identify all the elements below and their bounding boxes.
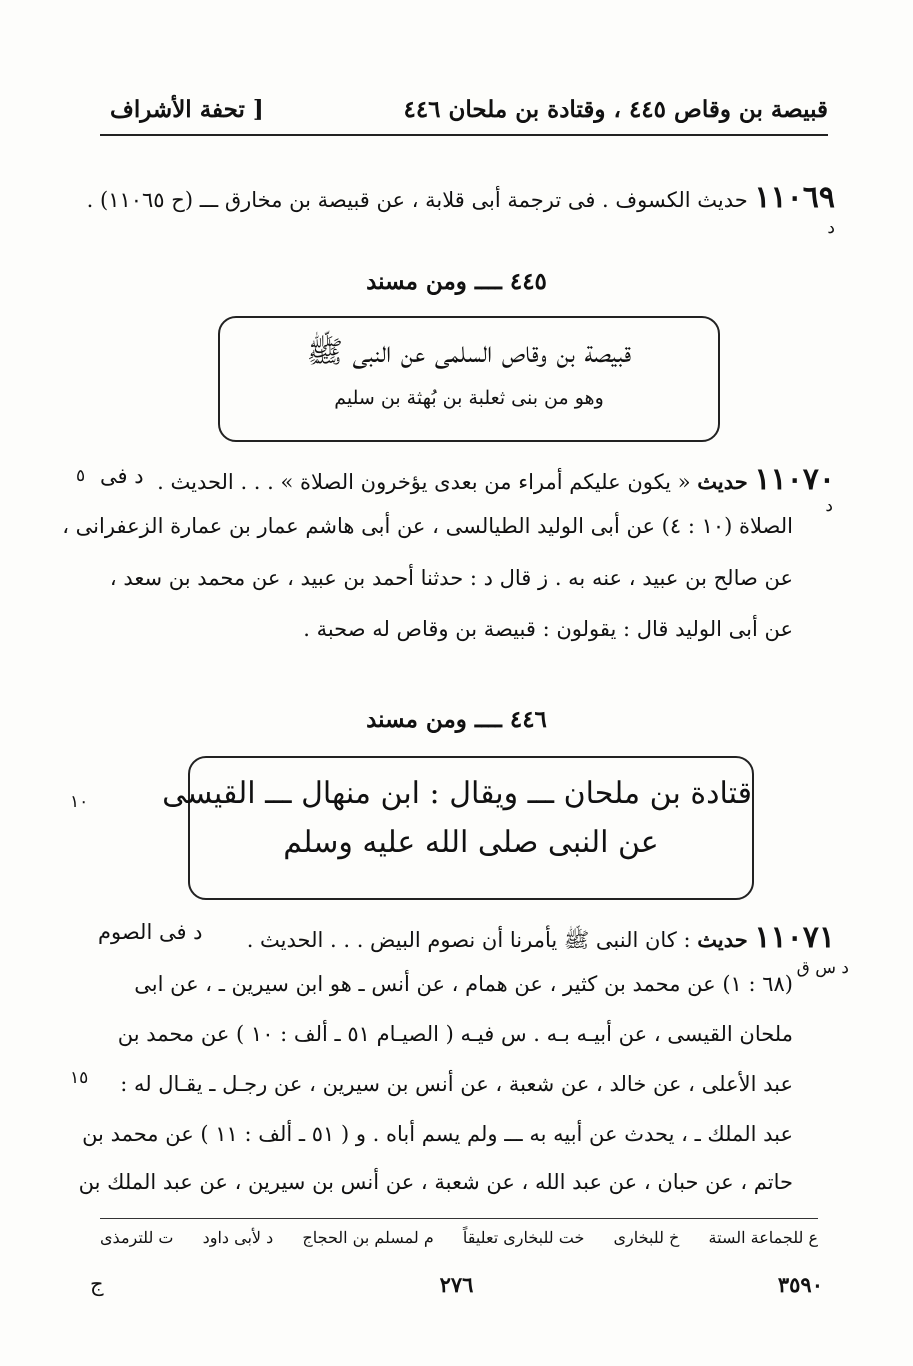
entry-11070-line-2: الصلاة (١٠ : ٤) عن أبى الوليد الطيالسى ، عن أبى هاشم عمار بن عمارة الزعفرانى ،	[62, 514, 793, 538]
entry-11071-line-1	[247, 920, 835, 958]
margin-line-number: ٥	[76, 466, 86, 486]
running-title: قبيصة بن وقاص ٤٤٥ ، وقتادة بن ملحان ٤٤٦	[403, 96, 828, 123]
entry-11071-line-5: عبد الملك ـ ، يحدث عن أبيه به ـــ ولم يسم أباه . و ( ٥١ ـ ألف : ١١ ) عن محمد بن	[82, 1122, 793, 1146]
entry-number: ١١٠٦٩	[754, 180, 835, 215]
section-heading-446: ٤٤٦ ــــ ومن مسند	[366, 706, 547, 733]
header-rule	[100, 134, 828, 136]
section-heading-445: ٤٤٥ ــــ ومن مسند	[366, 268, 547, 295]
entry-text: حديث الكسوف . فى ترجمة أبى قلابة ، عن قبيصة بن مخارق ـــ (ح ١١٠٦٥) .	[86, 188, 748, 212]
book-title: [ تحفة الأشراف	[110, 96, 264, 123]
siglum-note: د فى	[100, 464, 144, 488]
page-number: ٢٧٦	[439, 1272, 474, 1297]
footnote-rule	[100, 1218, 818, 1219]
narrator-name: قتادة بن ملحان ـــ ويقال : ابن منهال ـــ القيسى	[162, 776, 752, 811]
volume-mark: ج	[90, 1272, 104, 1296]
signature-number: ٣٥٩٠	[777, 1272, 823, 1297]
entry-number: ١١٠٧٠	[754, 462, 835, 497]
abbreviation-item: ت للترمذى	[100, 1228, 174, 1247]
hadith-keyword: حديث	[697, 927, 748, 952]
entry-11071-line-3: ملحان القيسى ، عن أبيـه بـه . س فيـه ( الصيـام ٥١ ـ ألف : ١٠ ) عن محمد بن	[117, 1022, 793, 1046]
entry-11071-line-4: عبد الأعلى ، عن خالد ، عن شعبة ، عن أنس بن سيرين ، عن رجـل ـ يقـال له :	[120, 1072, 793, 1096]
abbreviation-key	[100, 1228, 818, 1247]
margin-siglum: د س ق	[796, 958, 849, 978]
margin-line-number: ١٠	[70, 792, 89, 812]
page-header	[100, 96, 828, 132]
entry-text: « يكون عليكم أمراء من بعدى يؤخرون الصلاة » . . . الحديث .	[157, 470, 691, 494]
abbreviation-item: خت للبخارى تعليقاً	[462, 1228, 585, 1247]
narrator-lineage: وهو من بنى ثعلبة بن بُهثة بن سليم	[334, 387, 604, 409]
hadith-keyword: حديث	[697, 469, 748, 494]
siglum-note: د فى الصوم	[98, 920, 203, 944]
margin-line-number: ١٥	[70, 1068, 89, 1088]
margin-siglum: د	[825, 496, 833, 516]
narrator-frame-446	[162, 756, 754, 900]
abbreviation-item: ع للجماعة الستة	[708, 1228, 818, 1247]
narrator-frame-445	[218, 316, 720, 442]
entry-11070-line-4: عن أبى الوليد قال : يقولون : قبيصة بن وقاص له صحبة .	[303, 617, 793, 641]
abbreviation-item: خ للبخارى	[613, 1228, 680, 1247]
entry-text: : كان النبى ﷺ يأمرنا أن نصوم البيض . . . الحديث .	[246, 928, 691, 952]
margin-siglum: د	[827, 218, 835, 238]
entry-11070-line-3: عن صالح بن عبيد ، عنه به . ز قال د : حدثنا أحمد بن عبيد ، عن محمد بن سعد ،	[109, 566, 793, 590]
entry-11070-line-1	[157, 462, 835, 497]
abbreviation-item: م لمسلم بن الحجاج	[302, 1228, 434, 1247]
entry-11071-line-2: (٦٨ : ١) عن محمد بن كثير ، عن همام ، عن أنس ـ هو ابن سيرين ـ ، عن ابى	[134, 972, 793, 996]
entry-11071-line-6: حاتم ، عن حبان ، عن عبد الله ، عن شعبة ، عن أنس بن سيرين ، عن عبد الملك بن	[78, 1170, 793, 1194]
abbreviation-item: د لأبى داود	[202, 1228, 274, 1247]
narrator-line-2: عن النبى صلى الله عليه وسلم	[283, 825, 659, 860]
narrator-name: قبيصة بن وقاص السلمى عن النبى ﷺ	[306, 335, 632, 370]
page-footer	[90, 1272, 823, 1302]
entry-number: ١١٠٧١	[754, 920, 835, 955]
entry-11069	[87, 180, 835, 215]
